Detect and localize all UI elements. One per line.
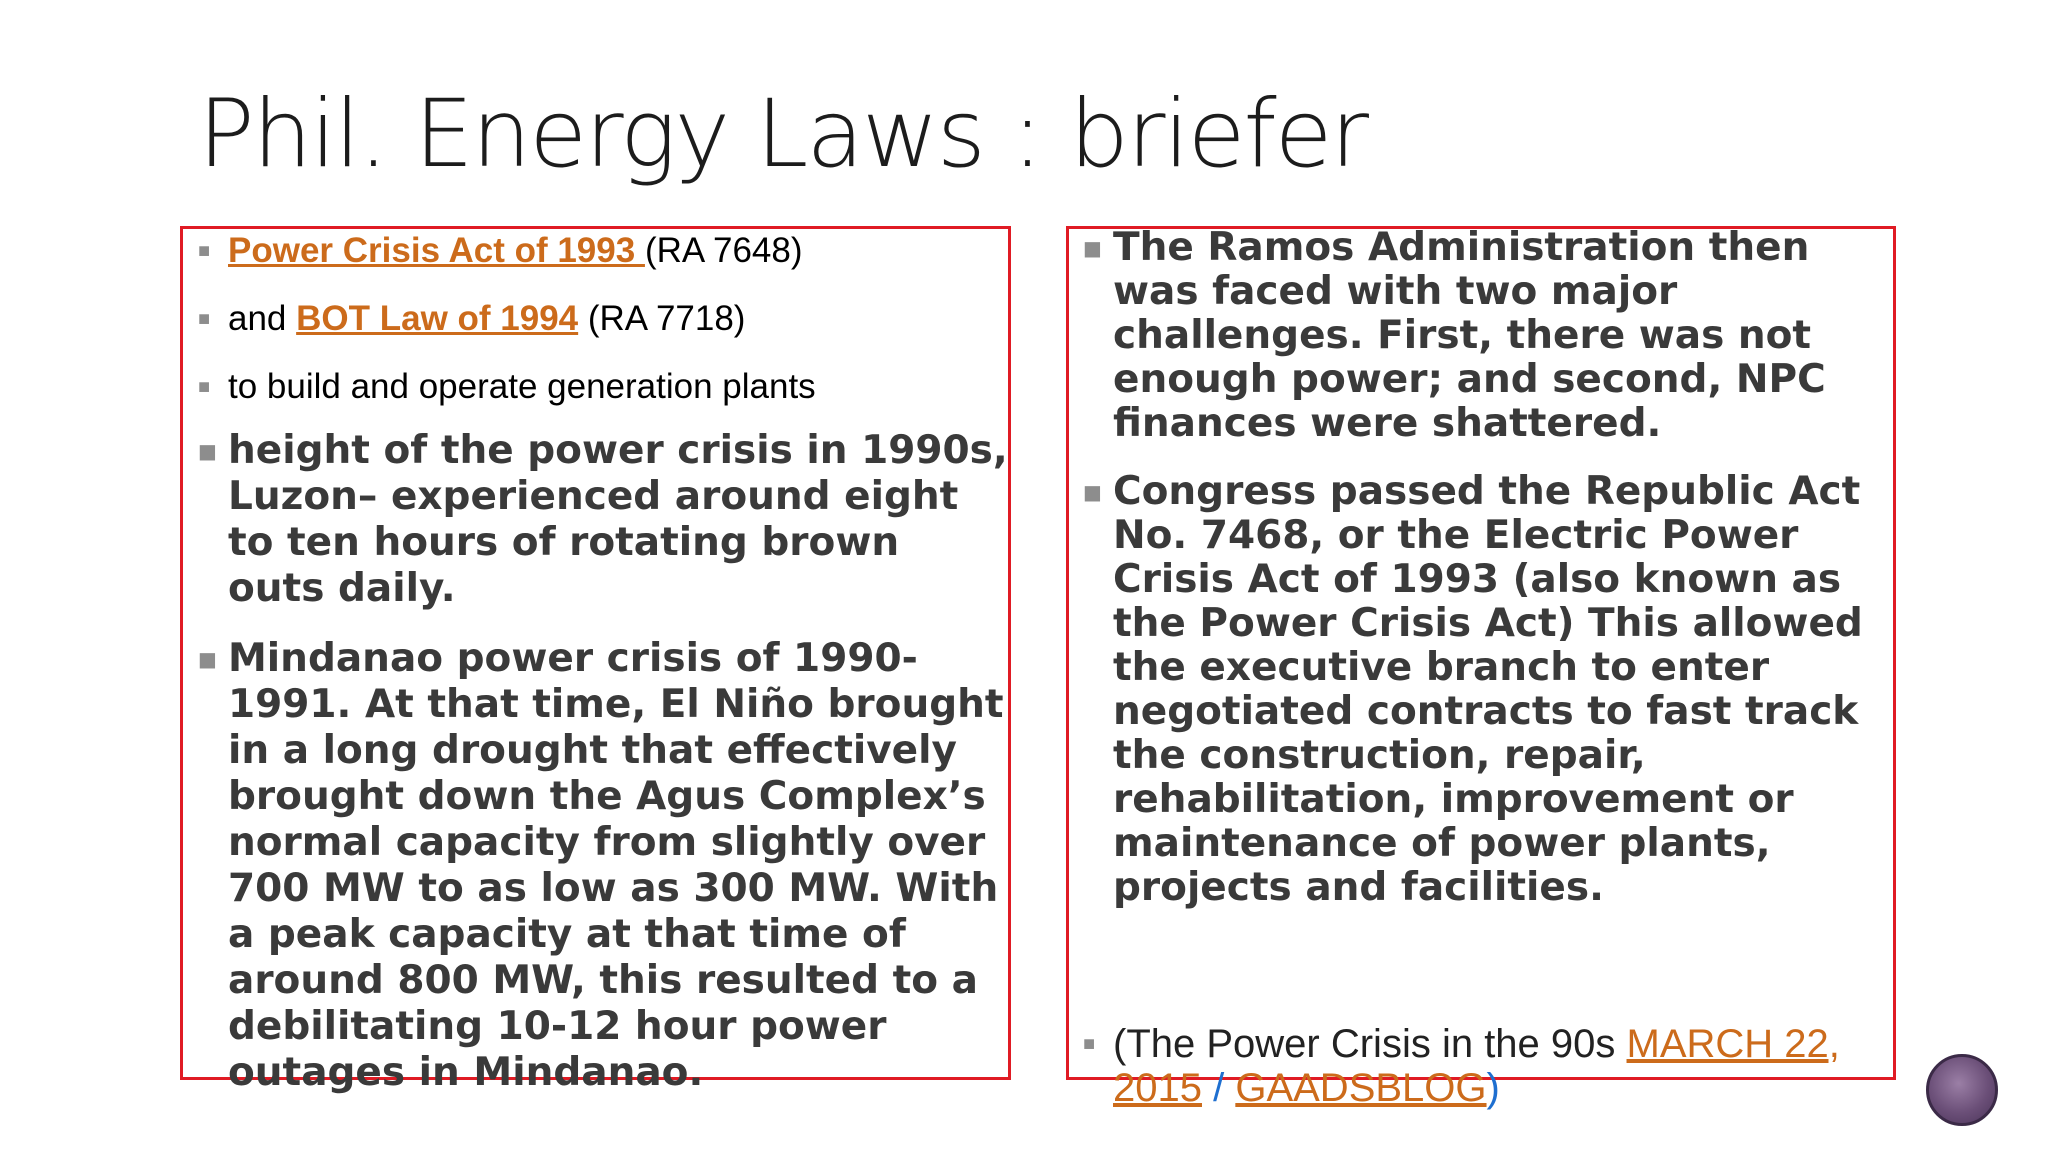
- square-bullet-icon: ■: [198, 240, 211, 262]
- left-bullet-list: [198, 230, 1008, 1096]
- list-item: [198, 636, 1008, 1096]
- list-item-text: (RA 7648): [644, 231, 803, 270]
- square-bullet-icon: ■: [198, 376, 211, 398]
- square-bullet-icon: ■: [1083, 236, 1102, 260]
- citation-prefix: (The Power Crisis in the 90s: [1113, 1022, 1627, 1066]
- square-bullet-icon: ■: [198, 308, 211, 330]
- right-bullet-list: [1083, 225, 1893, 1110]
- slide-title: Phil. Energy Laws : briefer: [198, 80, 1368, 189]
- citation-suffix: ): [1486, 1066, 1500, 1110]
- avatar-icon[interactable]: [1926, 1054, 1998, 1126]
- list-item-text: to build and operate generation plants: [228, 367, 816, 406]
- power-crisis-act-link[interactable]: Power Crisis Act of 1993: [228, 231, 645, 270]
- list-item-text: (RA 7718): [578, 299, 746, 338]
- square-bullet-icon: ■: [1083, 1033, 1096, 1055]
- list-item-text: Congress passed the Republic Act No. 7468, or the Electric Power Crisis Act of 1993 (also known as the Power Crisis Act) This allowed the executive branch to enter negotiated contracts to fast track the construction, repair, rehabilitation, improvement or maintenance of power plants, projects and facilities.: [1113, 469, 1863, 910]
- list-item: [198, 230, 1008, 272]
- list-item: [1083, 469, 1893, 910]
- blog-link[interactable]: GAADSBLOG: [1235, 1066, 1487, 1110]
- list-item: [1083, 225, 1893, 446]
- list-item-prefix: and: [228, 299, 297, 338]
- citation-separator: /: [1201, 1066, 1236, 1110]
- bot-law-link[interactable]: BOT Law of 1994: [296, 299, 579, 338]
- square-bullet-icon: ■: [198, 439, 217, 463]
- list-item: [198, 366, 1008, 408]
- list-item-text: The Ramos Administration then was faced with two major challenges. First, there was not enough power; and second, NPC finances were shattered.: [1113, 225, 1826, 446]
- list-item-text: Mindanao power crisis of 1990-1991. At that time, El Niño brought in a long drought that effectively brought down the Agus Complex’s normal capacity from slightly over 700 MW to as low as 300 MW. With a peak capacity at that time of around 800 MW, this resulted to a debilitating 10-12 hour power outages in Mindanao.: [228, 636, 1004, 1095]
- list-item-text: height of the power crisis in 1990s, Luzon– experienced around eight to ten hours of rotating brown outs daily.: [228, 428, 1008, 611]
- list-item: [1083, 1022, 1893, 1110]
- square-bullet-icon: ■: [198, 647, 217, 671]
- date-link[interactable]: MARCH 22, 2015: [1113, 1022, 1840, 1110]
- list-item: [198, 428, 1008, 612]
- list-item: [198, 298, 1008, 340]
- square-bullet-icon: ■: [1083, 480, 1102, 504]
